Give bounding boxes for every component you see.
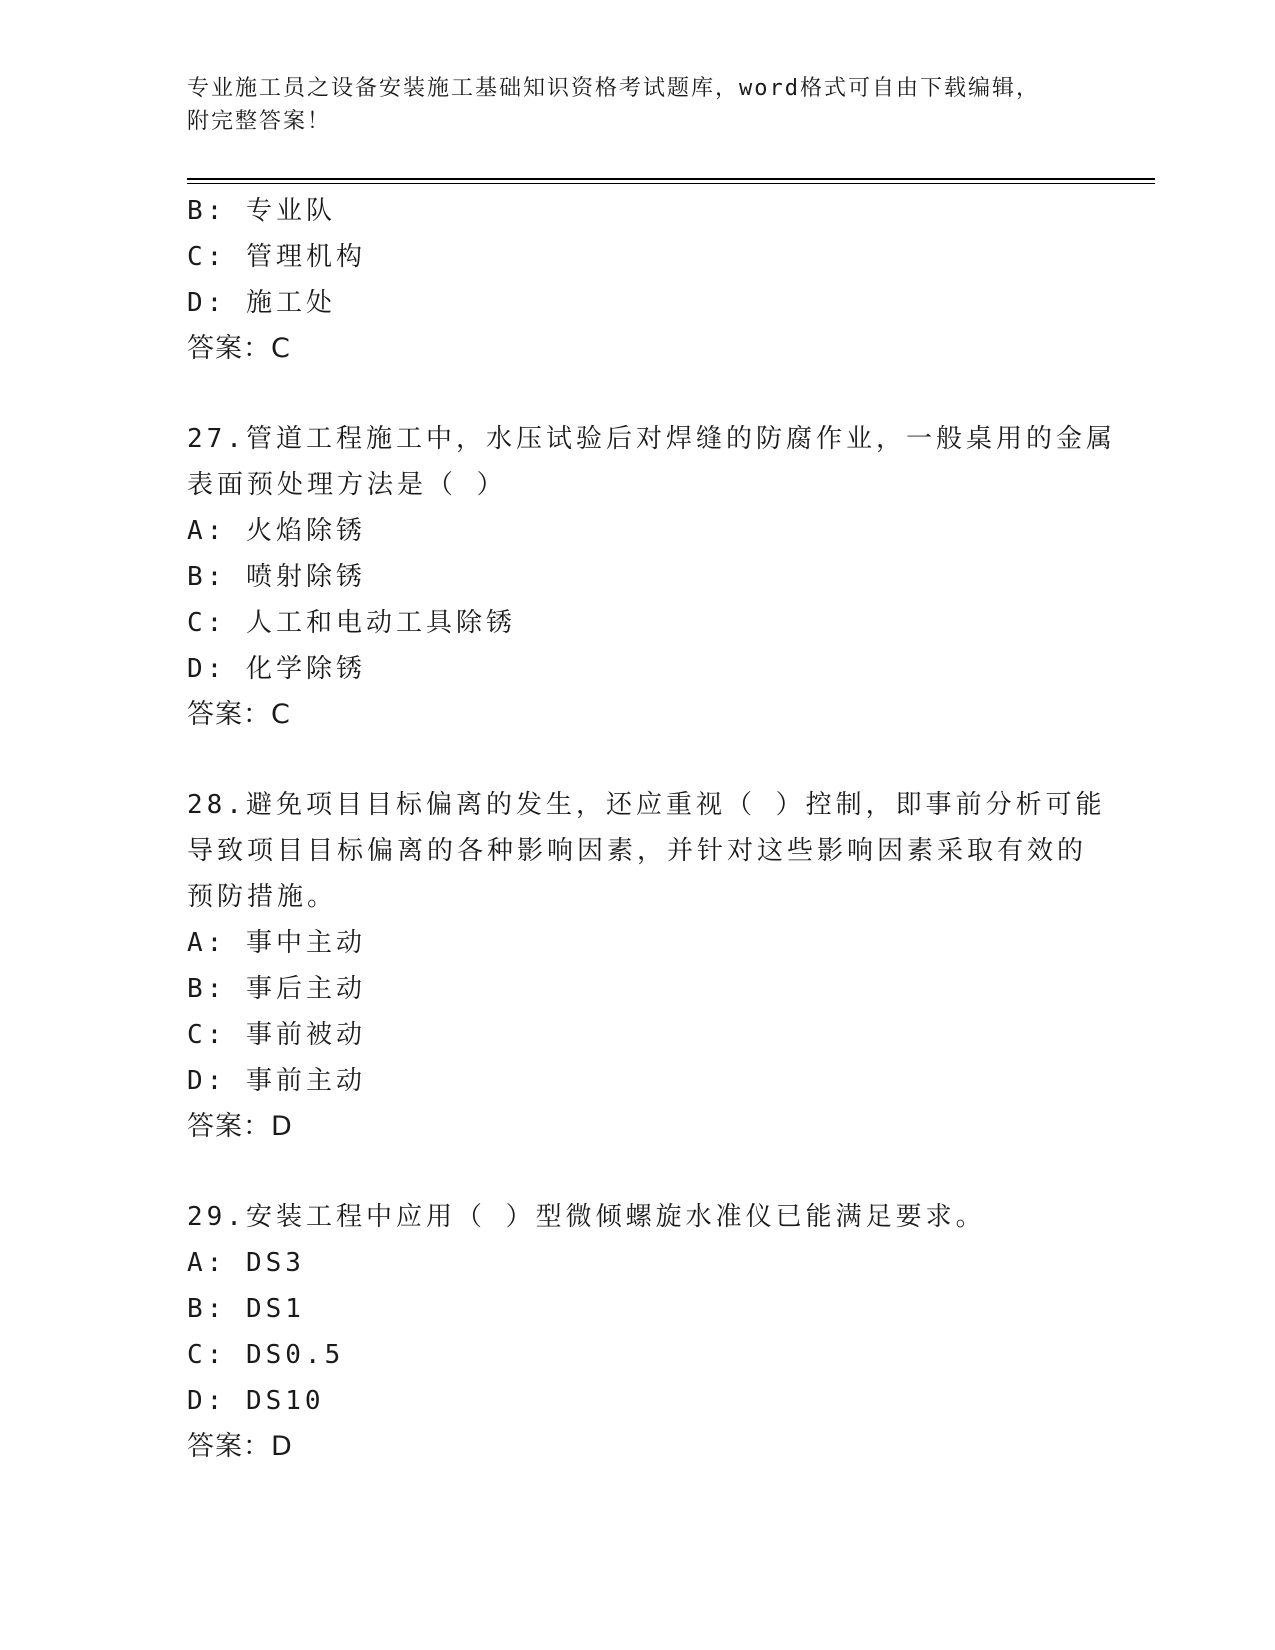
question-stem-line: 表面预处理方法是（ ） xyxy=(187,470,507,500)
option-d: D: 施工处 xyxy=(187,288,336,318)
document-body xyxy=(187,188,1116,1470)
question-stem-line: 预防措施。 xyxy=(187,882,338,912)
spacer xyxy=(187,1150,1087,1194)
option-d: D: 事前主动 xyxy=(187,1066,366,1096)
question-28 xyxy=(187,782,1106,1150)
question-stem-line: 导致项目目标偏离的各种影响因素，并针对这些影响因素采取有效的 xyxy=(187,836,1088,866)
option-a: A: 事中主动 xyxy=(187,928,366,958)
question-stem-line: 28.避免项目目标偏离的发生，还应重视（ ）控制，即事前分析可能 xyxy=(187,790,1106,820)
question-26-continuation xyxy=(187,188,1087,372)
option-c: C: 事前被动 xyxy=(187,1020,366,1050)
option-d: D: DS10 xyxy=(187,1386,325,1416)
spacer xyxy=(187,738,1087,782)
option-b: B: 喷射除锈 xyxy=(187,562,366,592)
option-b: B: 专业队 xyxy=(187,196,336,226)
answer-line: 答案：D xyxy=(187,1431,293,1462)
document-header xyxy=(187,72,1067,138)
question-27 xyxy=(187,416,1116,738)
question-stem-line: 29.安装工程中应用（ ）型微倾螺旋水准仪已能满足要求。 xyxy=(187,1202,986,1232)
answer-line: 答案：D xyxy=(187,1111,293,1142)
answer-line: 答案：C xyxy=(187,699,291,730)
option-d: D: 化学除锈 xyxy=(187,654,366,684)
answer-line: 答案：C xyxy=(187,333,291,364)
header-divider-thin xyxy=(187,183,1155,184)
option-a: A: DS3 xyxy=(187,1248,305,1278)
question-stem-line: 27.管道工程施工中，水压试验后对焊缝的防腐作业，一般桌用的金属 xyxy=(187,424,1116,454)
option-c: C: 人工和电动工具除锈 xyxy=(187,608,516,638)
question-29 xyxy=(187,1194,1087,1470)
header-line-2: 附完整答案！ xyxy=(187,109,332,134)
option-c: C: 管理机构 xyxy=(187,242,366,272)
spacer xyxy=(187,372,1087,416)
header-line-1: 专业施工员之设备安装施工基础知识资格考试题库，word格式可自由下载编辑， xyxy=(187,76,1040,101)
option-b: B: DS1 xyxy=(187,1294,305,1324)
option-b: B: 事后主动 xyxy=(187,974,366,1004)
header-divider-thick xyxy=(187,178,1155,180)
option-c: C: DS0.5 xyxy=(187,1340,345,1370)
option-a: A: 火焰除锈 xyxy=(187,516,366,546)
